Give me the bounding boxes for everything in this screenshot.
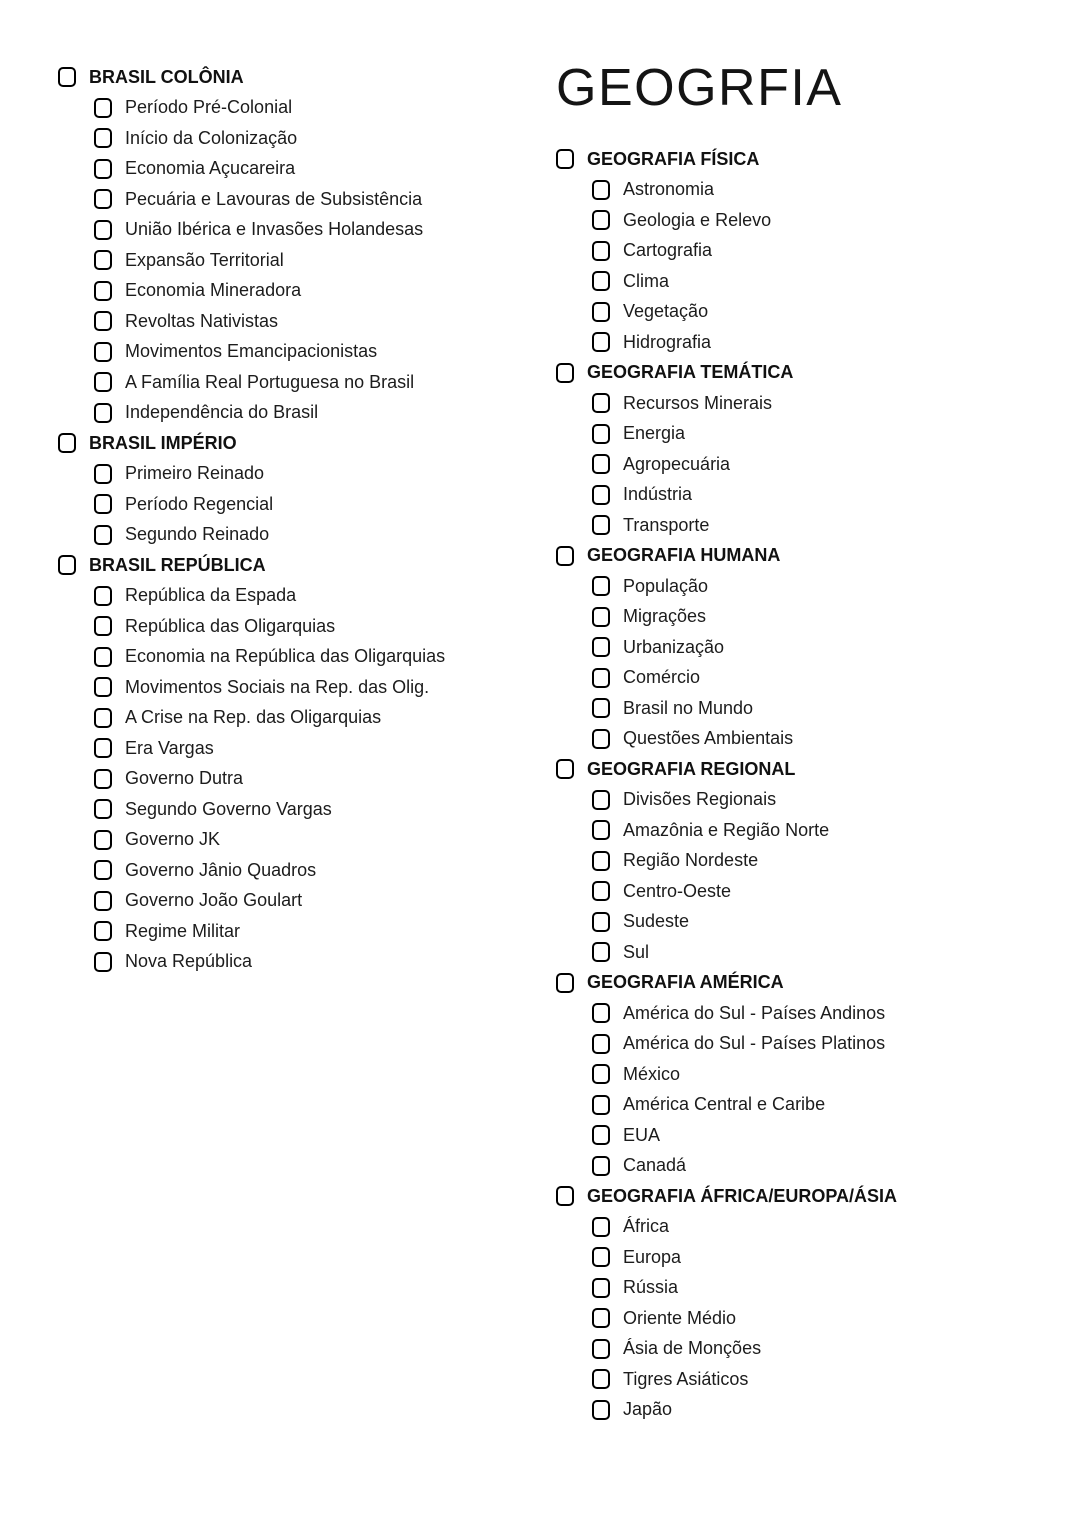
item-row	[556, 907, 1050, 938]
checkbox[interactable]	[94, 830, 112, 850]
item-label: Início da Colonização	[125, 127, 298, 148]
section-row	[556, 541, 1050, 572]
item-row	[58, 184, 556, 215]
item-row	[556, 1303, 1050, 1334]
item-label: América do Sul - Países Andinos	[623, 1002, 886, 1023]
item-label: Energia	[623, 423, 686, 444]
checkbox[interactable]	[592, 1400, 610, 1420]
item-row	[58, 794, 556, 825]
item-label: Ásia de Monções	[623, 1338, 762, 1359]
item-label: México	[623, 1063, 681, 1084]
item-row	[556, 480, 1050, 511]
item-label: Movimentos Emancipacionistas	[125, 341, 378, 362]
section-label: GEOGRAFIA FÍSICA	[587, 148, 760, 169]
checkbox[interactable]	[592, 820, 610, 840]
item-row	[58, 93, 556, 124]
item-row	[58, 825, 556, 856]
section-row	[58, 428, 556, 459]
checkbox[interactable]	[94, 189, 112, 209]
item-row	[556, 266, 1050, 297]
checkbox[interactable]	[556, 973, 574, 993]
item-row	[58, 398, 556, 429]
checkbox[interactable]	[592, 1003, 610, 1023]
checkbox[interactable]	[592, 668, 610, 688]
checkbox[interactable]	[94, 738, 112, 758]
item-label: Região Nordeste	[623, 850, 759, 871]
item-label: União Ibérica e Invasões Holandesas	[125, 219, 424, 240]
checkbox[interactable]	[592, 515, 610, 535]
item-label: Nova República	[125, 951, 253, 972]
item-label: Agropecuária	[623, 453, 731, 474]
item-label: Governo Dutra	[125, 768, 244, 789]
item-row	[58, 245, 556, 276]
geography-column	[556, 59, 1050, 1526]
checkbox[interactable]	[94, 311, 112, 331]
checkbox[interactable]	[94, 799, 112, 819]
item-label: Japão	[623, 1399, 673, 1420]
section-row	[58, 550, 556, 581]
item-row	[58, 764, 556, 795]
item-row	[556, 1059, 1050, 1090]
item-label: Indústria	[623, 484, 693, 505]
section-label: GEOGRAFIA HUMANA	[587, 545, 781, 566]
checkbox[interactable]	[94, 677, 112, 697]
checkbox[interactable]	[592, 729, 610, 749]
checkbox[interactable]	[592, 271, 610, 291]
item-row	[556, 1273, 1050, 1304]
item-label: Expansão Territorial	[125, 249, 284, 270]
item-label: Amazônia e Região Norte	[623, 819, 830, 840]
checkbox[interactable]	[592, 1034, 610, 1054]
item-row	[556, 663, 1050, 694]
section-label: GEOGRAFIA ÁFRICA/EUROPA/ÁSIA	[587, 1185, 898, 1206]
item-row	[556, 998, 1050, 1029]
item-row	[58, 886, 556, 917]
item-label: Urbanização	[623, 636, 725, 657]
item-label: Canadá	[623, 1155, 687, 1176]
checkbox[interactable]	[94, 372, 112, 392]
checkbox[interactable]	[556, 149, 574, 169]
checkbox[interactable]	[556, 759, 574, 779]
item-label: Período Regencial	[125, 493, 274, 514]
item-row	[556, 327, 1050, 358]
checkbox[interactable]	[94, 281, 112, 301]
section-row	[556, 358, 1050, 389]
checkbox[interactable]	[592, 881, 610, 901]
item-row	[556, 846, 1050, 877]
checkbox[interactable]	[58, 67, 76, 87]
item-row	[556, 724, 1050, 755]
checkbox[interactable]	[592, 1217, 610, 1237]
item-label: Centro-Oeste	[623, 880, 732, 901]
section-label: BRASIL REPÚBLICA	[89, 554, 266, 575]
checkbox[interactable]	[94, 128, 112, 148]
checkbox[interactable]	[592, 424, 610, 444]
section-label: BRASIL IMPÉRIO	[89, 432, 237, 453]
checkbox[interactable]	[94, 616, 112, 636]
checkbox[interactable]	[94, 860, 112, 880]
item-label: Cartografia	[623, 240, 713, 261]
checkbox[interactable]	[592, 332, 610, 352]
item-label: Vegetação	[623, 301, 709, 322]
checkbox[interactable]	[94, 921, 112, 941]
checkbox[interactable]	[592, 1125, 610, 1145]
item-row	[556, 1334, 1050, 1365]
item-label: Movimentos Sociais na Rep. das Olig.	[125, 676, 430, 697]
item-label: Revoltas Nativistas	[125, 310, 279, 331]
section-row	[58, 62, 556, 93]
item-label: A Família Real Portuguesa no Brasil	[125, 371, 415, 392]
item-label: Independência do Brasil	[125, 402, 319, 423]
item-row	[556, 205, 1050, 236]
item-row	[556, 1242, 1050, 1273]
item-row	[58, 672, 556, 703]
item-label: Questões Ambientais	[623, 728, 794, 749]
checkbox[interactable]	[592, 790, 610, 810]
checkbox[interactable]	[592, 210, 610, 230]
item-label: Divisões Regionais	[623, 789, 777, 810]
item-row	[58, 916, 556, 947]
checkbox[interactable]	[94, 220, 112, 240]
section-row	[556, 754, 1050, 785]
checkbox[interactable]	[58, 433, 76, 453]
checkbox[interactable]	[94, 159, 112, 179]
item-row	[58, 154, 556, 185]
section-label: GEOGRAFIA TEMÁTICA	[587, 362, 794, 383]
item-row	[556, 571, 1050, 602]
checkbox[interactable]	[94, 647, 112, 667]
item-label: Economia Açucareira	[125, 158, 296, 179]
item-label: Rússia	[623, 1277, 679, 1298]
item-row	[556, 297, 1050, 328]
item-label: Oriente Médio	[623, 1307, 737, 1328]
checkbox[interactable]	[592, 1278, 610, 1298]
item-row	[58, 215, 556, 246]
checkbox[interactable]	[592, 1064, 610, 1084]
checkbox[interactable]	[94, 464, 112, 484]
item-label: África	[623, 1216, 670, 1237]
item-row	[58, 367, 556, 398]
item-label: Clima	[623, 270, 670, 291]
item-row	[58, 703, 556, 734]
item-row	[58, 276, 556, 307]
item-label: A Crise na Rep. das Oligarquias	[125, 707, 382, 728]
item-row	[58, 306, 556, 337]
checkbox[interactable]	[592, 180, 610, 200]
checkbox[interactable]	[94, 708, 112, 728]
item-row	[556, 815, 1050, 846]
item-row	[556, 449, 1050, 480]
item-row	[556, 1090, 1050, 1121]
checkbox[interactable]	[94, 250, 112, 270]
checkbox[interactable]	[94, 494, 112, 514]
checkbox[interactable]	[592, 912, 610, 932]
item-label: Segundo Governo Vargas	[125, 798, 332, 819]
item-row	[556, 1364, 1050, 1395]
item-label: Hidrografia	[623, 331, 712, 352]
item-row	[556, 1212, 1050, 1243]
item-label: Governo João Goulart	[125, 890, 303, 911]
item-label: Pecuária e Lavouras de Subsistência	[125, 188, 423, 209]
item-row	[58, 611, 556, 642]
item-row	[556, 1395, 1050, 1426]
item-label: Primeiro Reinado	[125, 463, 265, 484]
item-label: Economia Mineradora	[125, 280, 302, 301]
checkbox[interactable]	[94, 342, 112, 362]
item-row	[556, 937, 1050, 968]
item-row	[556, 175, 1050, 206]
checkbox[interactable]	[592, 637, 610, 657]
section-row	[556, 968, 1050, 999]
page-title: GEOGRFIA	[556, 59, 843, 117]
item-label: América do Sul - Países Platinos	[623, 1033, 886, 1054]
item-label: Sudeste	[623, 911, 690, 932]
item-label: Comércio	[623, 667, 701, 688]
item-row	[556, 602, 1050, 633]
checkbox[interactable]	[94, 525, 112, 545]
section-row	[556, 144, 1050, 175]
checkbox[interactable]	[592, 1247, 610, 1267]
item-row	[556, 236, 1050, 267]
item-label: República da Espada	[125, 585, 297, 606]
item-row	[556, 785, 1050, 816]
item-row	[556, 419, 1050, 450]
checkbox[interactable]	[592, 942, 610, 962]
checkbox[interactable]	[94, 769, 112, 789]
checkbox[interactable]	[94, 952, 112, 972]
item-row	[556, 632, 1050, 663]
item-row	[58, 520, 556, 551]
checkbox[interactable]	[592, 454, 610, 474]
item-row	[556, 693, 1050, 724]
item-row	[58, 947, 556, 978]
item-row	[556, 876, 1050, 907]
checkbox[interactable]	[592, 1095, 610, 1115]
checkbox[interactable]	[556, 1186, 574, 1206]
item-label: Transporte	[623, 514, 710, 535]
item-label: Sul	[623, 941, 650, 962]
checkbox[interactable]	[592, 851, 610, 871]
checkbox[interactable]	[592, 576, 610, 596]
item-row	[58, 581, 556, 612]
item-row	[58, 489, 556, 520]
item-row	[58, 337, 556, 368]
checkbox[interactable]	[94, 403, 112, 423]
item-label: Migrações	[623, 606, 707, 627]
item-label: Regime Militar	[125, 920, 241, 941]
item-row	[556, 1120, 1050, 1151]
item-label: República das Oligarquias	[125, 615, 336, 636]
checkbox[interactable]	[58, 555, 76, 575]
section-row	[556, 1181, 1050, 1212]
checkbox[interactable]	[592, 1308, 610, 1328]
item-row	[58, 642, 556, 673]
item-label: Astronomia	[623, 179, 715, 200]
item-label: Europa	[623, 1246, 682, 1267]
item-row	[556, 510, 1050, 541]
item-label: Geologia e Relevo	[623, 209, 772, 230]
section-label: GEOGRAFIA AMÉRICA	[587, 972, 784, 993]
item-row	[556, 1029, 1050, 1060]
item-row	[58, 855, 556, 886]
item-label: Economia na República das Oligarquias	[125, 646, 446, 667]
section-label: GEOGRAFIA REGIONAL	[587, 758, 796, 779]
item-row	[556, 388, 1050, 419]
item-label: EUA	[623, 1124, 661, 1145]
item-label: Período Pré-Colonial	[125, 97, 293, 118]
checkbox[interactable]	[592, 393, 610, 413]
item-label: Brasil no Mundo	[623, 697, 754, 718]
checkbox[interactable]	[94, 891, 112, 911]
item-row	[58, 733, 556, 764]
checkbox[interactable]	[94, 586, 112, 606]
checkbox[interactable]	[592, 607, 610, 627]
section-label: BRASIL COLÔNIA	[89, 66, 244, 87]
checkbox[interactable]	[592, 485, 610, 505]
checkbox[interactable]	[592, 1339, 610, 1359]
history-column	[58, 62, 556, 1526]
item-label: Era Vargas	[125, 737, 214, 758]
item-row	[556, 1151, 1050, 1182]
checkbox[interactable]	[592, 698, 610, 718]
item-label: População	[623, 575, 709, 596]
item-row	[58, 459, 556, 490]
item-label: Governo Jânio Quadros	[125, 859, 317, 880]
checkbox[interactable]	[94, 98, 112, 118]
item-label: Tigres Asiáticos	[623, 1368, 749, 1389]
checkbox[interactable]	[592, 302, 610, 322]
checkbox[interactable]	[592, 1156, 610, 1176]
item-label: América Central e Caribe	[623, 1094, 826, 1115]
item-label: Segundo Reinado	[125, 524, 270, 545]
item-row	[58, 123, 556, 154]
item-label: Recursos Minerais	[623, 392, 773, 413]
checkbox[interactable]	[592, 1369, 610, 1389]
item-label: Governo JK	[125, 829, 221, 850]
checkbox[interactable]	[592, 241, 610, 261]
checkbox[interactable]	[556, 363, 574, 383]
checkbox[interactable]	[556, 546, 574, 566]
